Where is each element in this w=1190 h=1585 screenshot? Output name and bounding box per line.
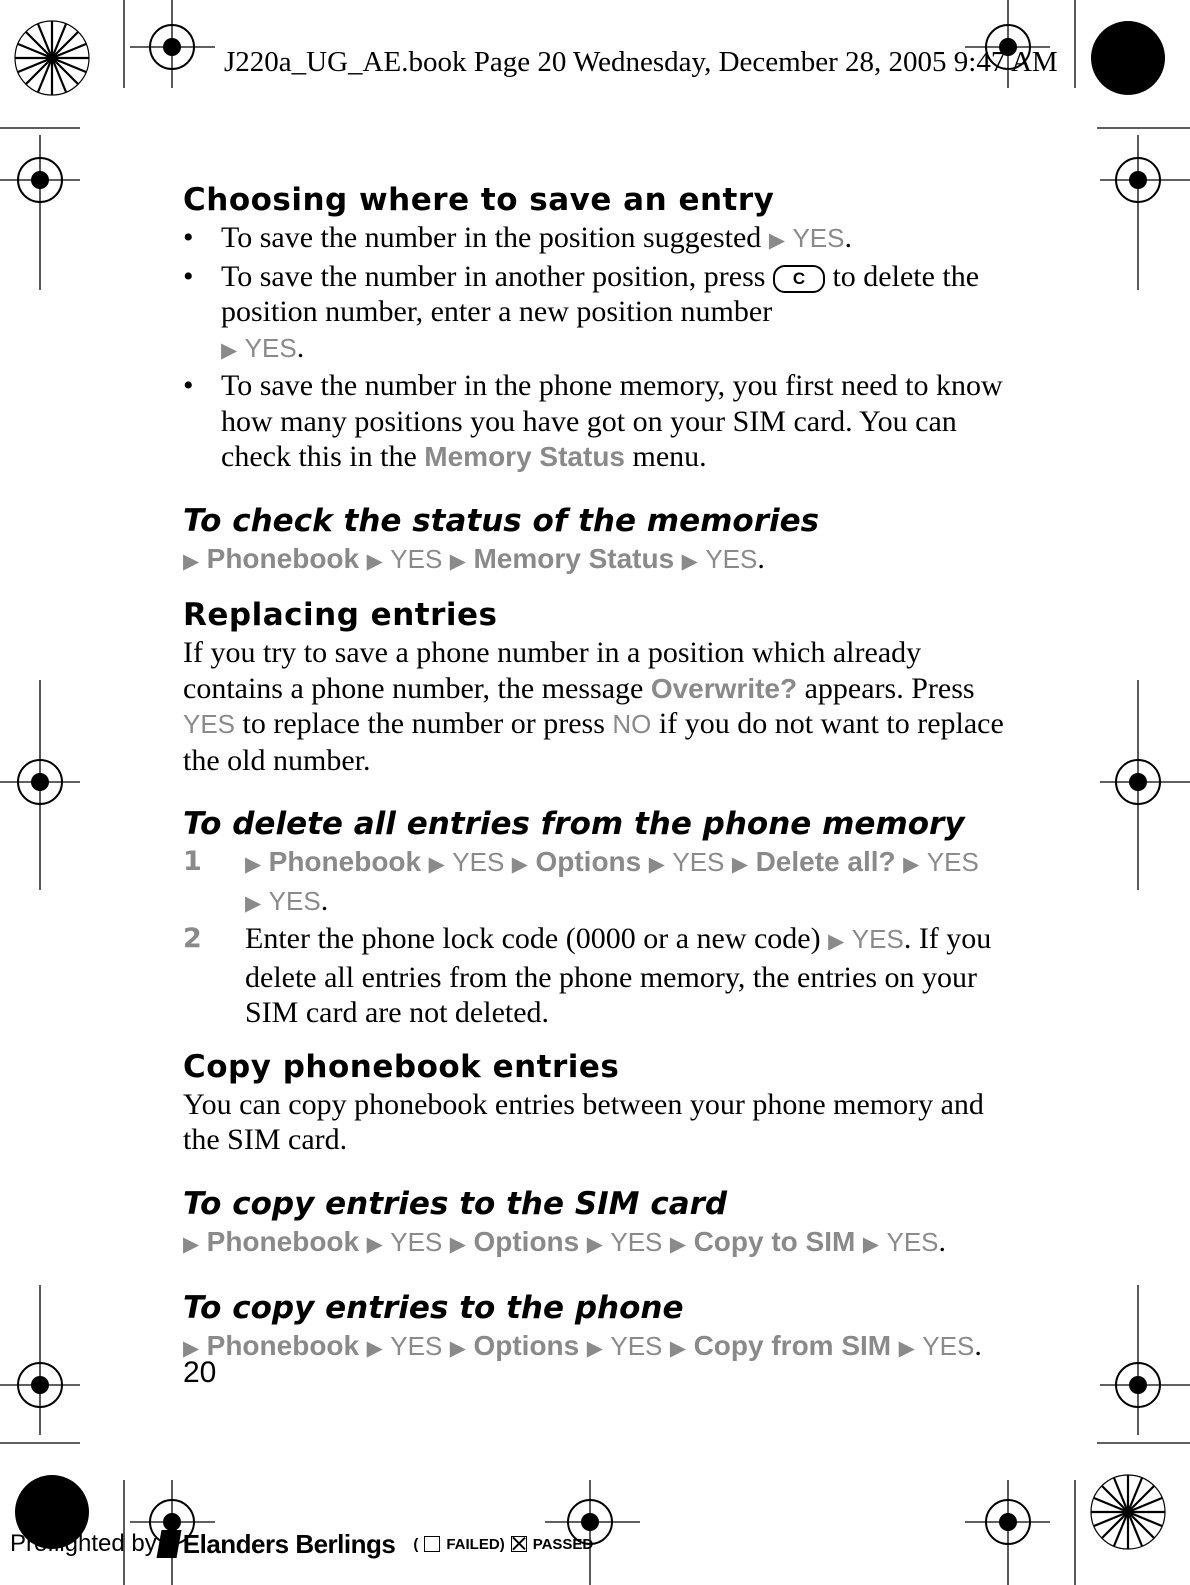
menu-phonebook: Phonebook xyxy=(206,1225,360,1257)
menu-delete-all: Delete all? xyxy=(755,846,896,877)
menu-copy-to-sim: Copy to SIM xyxy=(693,1225,856,1257)
menu-copy-from-sim: Copy from SIM xyxy=(693,1330,892,1361)
softkey-yes: YES xyxy=(244,332,297,363)
arrow-right-icon: ▶ xyxy=(648,852,665,876)
softkey-yes: YES xyxy=(390,543,443,574)
menu-memory-status: Memory Status xyxy=(424,441,625,472)
delete-steps xyxy=(183,844,1013,1031)
menu-path-check-status: ▶ Phonebook ▶ YES ▶ Memory Status ▶ YES. xyxy=(183,541,765,575)
page-content xyxy=(183,180,1013,1367)
heading-copy-to-sim: To copy entries to the SIM card xyxy=(183,1185,728,1222)
step-item: 1 ▶ Phonebook ▶ YES ▶ Options ▶ YES ▶ Delete all? ▶ YES ▶ YES. xyxy=(183,846,979,917)
failed-checkbox-icon xyxy=(424,1536,440,1552)
replacing-paragraph xyxy=(183,635,1013,778)
arrow-right-icon: ▶ xyxy=(828,929,845,953)
arrow-right-icon: ▶ xyxy=(768,228,785,252)
list-item: • To save the number in another position, press C to delete the position number, enter a new position number ▶ YES. xyxy=(183,259,1013,369)
bullet-text: menu. xyxy=(632,440,707,473)
heading-delete-all: To delete all entries from the phone memory xyxy=(183,806,965,842)
arrow-right-icon: ▶ xyxy=(862,1231,879,1256)
heading-replacing-entries: Replacing entries xyxy=(183,597,498,633)
heading-check-status: To check the status of the memories xyxy=(183,502,820,539)
bullet-text: To save the number in the position suggested xyxy=(221,221,762,254)
failed-label: FAILED xyxy=(446,1535,500,1553)
arrow-right-icon: ▶ xyxy=(366,1231,383,1256)
save-options-list xyxy=(183,220,1013,475)
arrow-right-icon: ▶ xyxy=(449,1336,466,1360)
menu-phonebook: Phonebook xyxy=(268,846,422,877)
softkey-yes: YES xyxy=(851,924,904,954)
arrow-right-icon: ▶ xyxy=(669,1231,687,1256)
menu-options: Options xyxy=(535,846,642,877)
arrow-right-icon: ▶ xyxy=(449,548,466,573)
preflight-status: ( FAILED ) PASSED xyxy=(413,1535,594,1553)
step-number: 1 xyxy=(183,846,202,877)
arrow-right-icon: ▶ xyxy=(586,1336,603,1360)
bullet-text: To save the number in the phone memory, you first need to know how many positions you have got on your SIM card. You can check this in the xyxy=(221,369,1003,473)
softkey-yes: YES xyxy=(390,1331,443,1361)
menu-phonebook: Phonebook xyxy=(206,542,360,574)
paragraph-text: If you try to save a phone number in a position which already contains a phone number, the message xyxy=(183,636,922,705)
message-overwrite: Overwrite? xyxy=(650,672,798,704)
bullet-text: To save the number in another position, press xyxy=(221,259,766,293)
paragraph-text: if you do not want to replace the old number. xyxy=(183,707,1004,777)
copy-paragraph: You can copy phonebook entries between your phone memory and the SIM card. xyxy=(183,1087,984,1156)
arrow-right-icon: ▶ xyxy=(903,852,920,876)
softkey-yes: YES xyxy=(452,847,505,877)
step-text: If you delete all entries from the phone memory, the entries on your SIM card are not deleted. xyxy=(245,922,992,1029)
arrow-right-icon: ▶ xyxy=(183,548,200,573)
softkey-yes: YES xyxy=(183,709,236,739)
softkey-yes: YES xyxy=(886,1226,939,1257)
passed-checkbox-icon xyxy=(511,1536,527,1552)
softkey-yes: YES xyxy=(390,1226,443,1257)
arrow-right-icon: ▶ xyxy=(681,548,698,573)
arrow-right-icon: ▶ xyxy=(366,548,383,573)
menu-phonebook: Phonebook xyxy=(206,1330,360,1361)
menu-memory-status: Memory Status xyxy=(473,542,675,574)
list-item xyxy=(183,368,1013,475)
softkey-yes: YES xyxy=(792,223,845,253)
menu-path-copy-to-sim: ▶ Phonebook ▶ YES ▶ Options ▶ YES ▶ Copy to SIM ▶ YES. xyxy=(183,1224,947,1258)
paragraph-text: to replace the number or press xyxy=(242,707,605,740)
menu-options: Options xyxy=(473,1330,580,1361)
step-text: Enter the phone lock code (0000 or a new code) xyxy=(245,922,821,955)
step-item: 2 Enter the phone lock code (0000 or a new code) ▶ YES. If you delete all entries from the phone memory, the entries on your SIM card are not deleted. xyxy=(183,922,992,1029)
arrow-right-icon: ▶ xyxy=(449,1231,466,1256)
arrow-right-icon: ▶ xyxy=(898,1336,915,1360)
arrow-right-icon: ▶ xyxy=(183,1231,200,1256)
arrow-right-icon: ▶ xyxy=(366,1336,383,1360)
softkey-yes: YES xyxy=(610,1331,663,1361)
menu-path-copy-to-phone: ▶ Phonebook ▶ YES ▶ Options ▶ YES ▶ Copy from SIM ▶ YES. xyxy=(183,1329,982,1362)
softkey-yes: YES xyxy=(268,885,321,916)
arrow-right-icon: ▶ xyxy=(669,1336,687,1360)
brand-name: Elanders Berlings xyxy=(182,1528,396,1559)
softkey-yes: YES xyxy=(922,1331,975,1361)
menu-options: Options xyxy=(473,1225,580,1257)
page-number: 20 xyxy=(183,1356,217,1389)
bullet-text: to delete the position number, enter a new position number xyxy=(221,259,980,328)
arrow-right-icon: ▶ xyxy=(428,852,445,876)
arrow-right-icon: ▶ xyxy=(511,852,528,876)
book-header: J220a_UG_AE.book Page 20 Wednesday, December 28, 2005 9:47 AM xyxy=(224,46,1058,78)
paragraph-text: appears. Press xyxy=(804,671,975,705)
arrow-right-icon: ▶ xyxy=(221,337,238,362)
softkey-yes: YES xyxy=(705,543,758,574)
step-number: 2 xyxy=(183,923,202,954)
softkey-no: NO xyxy=(612,709,652,739)
softkey-yes: YES xyxy=(926,847,979,877)
heading-copy-phonebook-entries: Copy phonebook entries xyxy=(183,1048,620,1085)
preflight-footer xyxy=(10,1522,710,1566)
preflight-label: Preflighted by xyxy=(10,1530,157,1557)
list-item: • To save the number in the position suggested ▶ YES. xyxy=(183,220,1013,259)
elanders-logo-icon xyxy=(156,1530,181,1558)
arrow-right-icon: ▶ xyxy=(183,1336,200,1360)
arrow-right-icon: ▶ xyxy=(731,852,749,876)
c-key-icon: C xyxy=(773,265,825,293)
arrow-right-icon: ▶ xyxy=(245,890,262,915)
heading-choosing-where-to-save: Choosing where to save an entry xyxy=(183,182,775,218)
arrow-right-icon: ▶ xyxy=(586,1231,603,1256)
arrow-right-icon: ▶ xyxy=(245,852,262,876)
heading-copy-to-phone: To copy entries to the phone xyxy=(183,1290,684,1326)
passed-label: PASSED xyxy=(532,1535,594,1553)
softkey-yes: YES xyxy=(610,1226,663,1257)
softkey-yes: YES xyxy=(672,847,725,877)
